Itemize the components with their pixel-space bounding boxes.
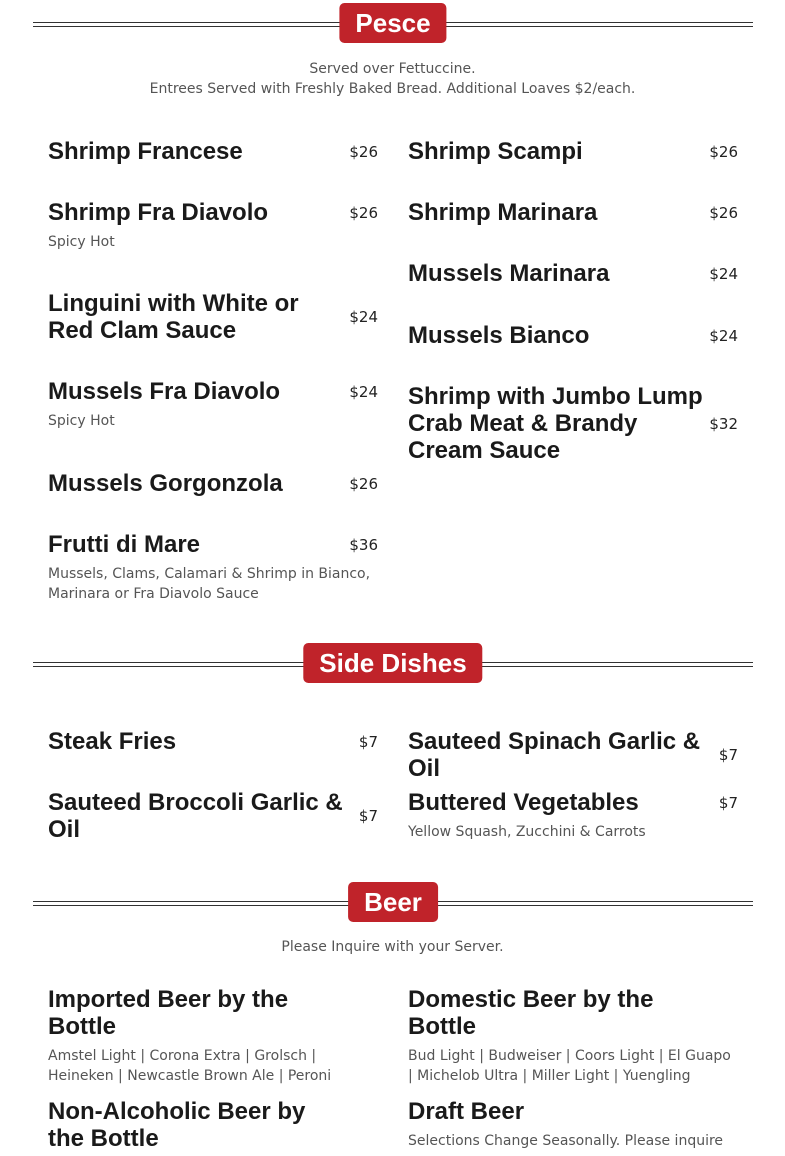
item-price: $24 — [349, 382, 378, 401]
item-price: $32 — [709, 414, 738, 433]
item-price: $24 — [349, 308, 378, 326]
item-description: Yellow Squash, Zucchini & Carrots — [408, 824, 646, 840]
menu-item — [408, 322, 738, 349]
item-name: Imported Beer by the Bottle — [48, 986, 289, 1040]
item-price: $26 — [709, 142, 738, 161]
section-header-side-dishes — [33, 643, 753, 687]
item-name: Sauteed Spinach Garlic & Oil — [408, 728, 701, 782]
item-name: Mussels Fra Diavolo — [48, 378, 281, 405]
menu-item — [408, 728, 738, 782]
menu-item — [48, 378, 378, 431]
item-name: Domestic Beer by the Bottle — [408, 986, 654, 1040]
item-description: Amstel Light | Corona Extra | Grolsch | Heineken | Newcastle Brown Ale | Peroni — [48, 1048, 332, 1084]
menu-item — [48, 531, 378, 604]
section-note: Served over Fettuccine. — [309, 61, 476, 77]
section-header-pesce — [33, 3, 753, 47]
item-description: Spicy Hot — [48, 234, 115, 250]
item-name: Shrimp Fra Diavolo — [48, 199, 269, 226]
section-header-beer — [33, 882, 753, 926]
item-name: Linguini with White or Red Clam Sauce — [48, 290, 299, 344]
item-name: Frutti di Mare — [48, 531, 201, 558]
item-description: Mussels, Clams, Calamari & Shrimp in Bianco, Marinara or Fra Diavolo Sauce — [48, 566, 371, 602]
item-name: Mussels Gorgonzola — [48, 470, 283, 497]
item-name: Shrimp Francese — [48, 138, 243, 165]
item-price: $26 — [349, 203, 378, 222]
section-note: Please Inquire with your Server. — [281, 939, 504, 955]
menu-item — [408, 260, 738, 287]
item-name: Steak Fries — [48, 728, 177, 755]
item-price: $7 — [718, 746, 738, 764]
menu-item — [48, 470, 378, 497]
menu-item — [408, 199, 738, 226]
item-name: Sauteed Broccoli Garlic & Oil — [48, 789, 343, 843]
menu-item — [48, 789, 378, 843]
menu-item — [48, 290, 378, 344]
item-name: Shrimp with Jumbo Lump Crab Meat & Brandy Cream Sauce — [408, 383, 703, 464]
item-description: Bud Light | Budweiser | Coors Light | El Guapo | Michelob Ultra | Miller Light | Yuengling — [408, 1048, 731, 1084]
item-price: $24 — [709, 264, 738, 283]
menu-item — [408, 383, 738, 464]
item-name: Non-Alcoholic Beer by the Bottle — [48, 1098, 306, 1152]
item-price: $7 — [358, 807, 378, 825]
item-price: $26 — [349, 474, 378, 493]
item-name: Shrimp Scampi — [408, 138, 583, 165]
item-name: Mussels Marinara — [408, 260, 610, 287]
item-description: Selections Change Seasonally. Please inquire — [408, 1133, 724, 1149]
menu-item — [408, 789, 738, 842]
menu-item — [48, 138, 378, 165]
item-name: Draft Beer — [408, 1098, 525, 1125]
menu-item — [408, 138, 738, 165]
item-price: $24 — [709, 326, 738, 345]
section-title: Beer — [348, 882, 438, 922]
menu-item — [408, 1098, 738, 1151]
item-name: Shrimp Marinara — [408, 199, 598, 226]
item-price: $26 — [349, 142, 378, 161]
item-name: Buttered Vegetables — [408, 789, 639, 816]
item-price: $7 — [358, 732, 378, 751]
item-description: Spicy Hot — [48, 413, 115, 429]
menu-item — [48, 199, 378, 252]
item-name: Mussels Bianco — [408, 322, 590, 349]
section-title: Pesce — [339, 3, 446, 43]
item-price: $7 — [718, 793, 738, 812]
item-price: $26 — [709, 203, 738, 222]
section-title: Side Dishes — [303, 643, 482, 683]
menu-item — [48, 986, 378, 1086]
menu-item — [48, 1098, 378, 1152]
section-note: Entrees Served with Freshly Baked Bread. Additional Loaves $2/each. — [149, 81, 636, 97]
item-price: $36 — [349, 535, 378, 554]
menu-item — [48, 728, 378, 755]
menu-item — [408, 986, 738, 1086]
